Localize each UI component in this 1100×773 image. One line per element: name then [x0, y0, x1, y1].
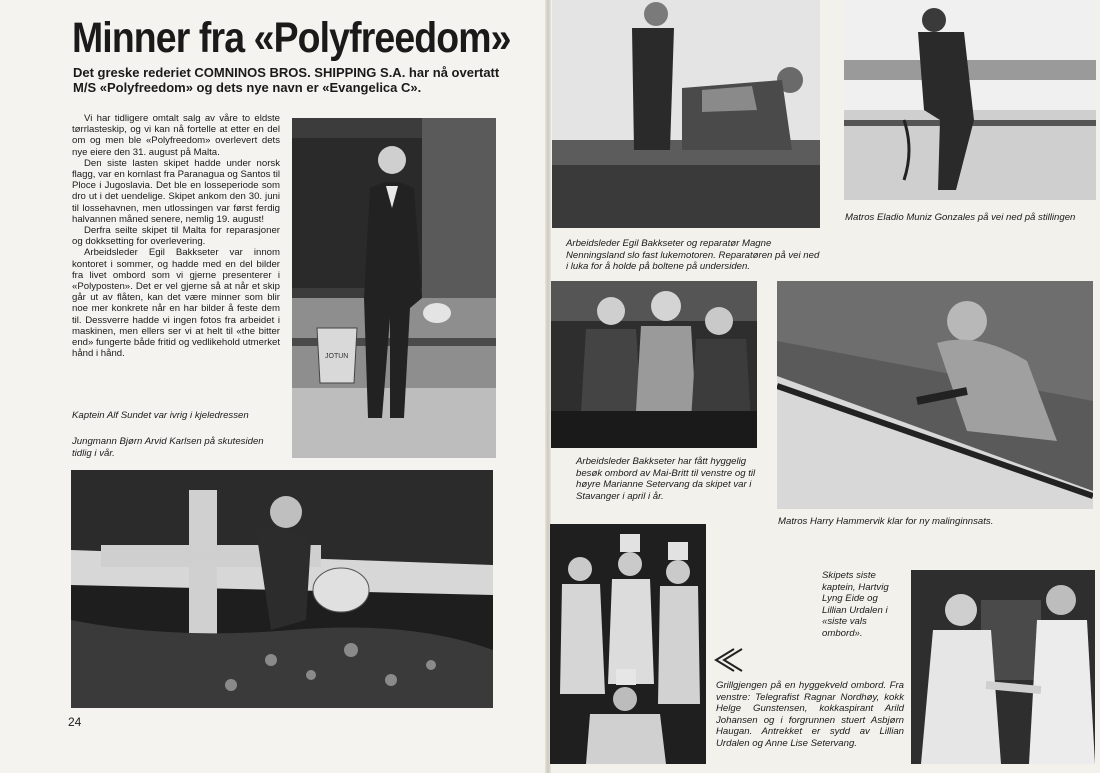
article-title: Minner fra «Polyfreedom» [72, 14, 511, 62]
article-body [72, 113, 280, 359]
photo-grillgjengen [550, 524, 706, 764]
article-intro: Det greske rederiet COMNINOS BROS. SHIPPING S.A. har nå overtatt M/S «Polyfreedom» og dets nye navn er «Evangelica C». [73, 65, 500, 95]
arrow-left-icon [712, 645, 746, 675]
photo-hammervik [777, 281, 1093, 509]
body-paragraph: Derfra seilte skipet til Malta for reparasjoner og dokksetting for overlevering. [72, 225, 280, 248]
photo-jungmann-skuteside [71, 470, 493, 708]
caption-siste-kaptein: Skipets siste kaptein, Hartvig Lyng Eide og Lillian Urdalen i «siste vals ombord». [822, 570, 889, 639]
page-number: 24 [68, 715, 82, 729]
photo-lukemotor [552, 0, 820, 228]
body-paragraph: Den siste lasten skipet hadde under norsk flagg, var en kornlast fra Paranagua og Santos til Ploce i Jugoslavia. Det ble en losseperiode som dro ut i det uendelige. Skipet ankom den 30. juni til lossehavnen, men utlossingen var først ferdig halvannen måned senere, nemlig 19. august! [72, 157, 280, 225]
caption-jungmann: Jungmann Bjørn Arvid Karlsen på skutesiden tidlig i vår. [72, 436, 264, 459]
caption-kaptein-kjeledress: Kaptein Alf Sundet var ivrig i kjeledressen [72, 410, 249, 421]
photo-siste-vals [911, 570, 1095, 764]
body-paragraph: Arbeidsleder Egil Bakkseter var innom kontoret i sommer, og hadde med en del bilder fra livet ombord som vi gjerne presenterer i «Polyposten». Det er vel gjerne så at når et skip går ut av flåten, kan det være minner som blir noe mer konkrete når en har bilder å feste dem til. Dessverre hadde vi ingen fotos fra arbeidet i maskinen, men ellers ser vi at helt til «the bitter end» fungerte både fritid og vedlikehold utmerket hånd i hånd. [72, 247, 280, 360]
photo-eladio-stillingen [844, 0, 1096, 200]
caption-hammervik: Matros Harry Hammervik klar for ny malinginnsats. [778, 516, 994, 527]
body-paragraph: Vi har tidligere omtalt salg av våre to eldste tørrlasteskip, og vi kan nå fortelle at etter en del om og men ble «Polyfreedom» overlevert dets nye eiere den 31. august på Malta. [72, 113, 280, 158]
photo-besok-ombord [551, 281, 757, 448]
caption-besok: Arbeidsleder Bakkseter har fått hyggelig besøk ombord av Mai-Britt til venstre og til høyre Marianne Setervang da skipet var i Stavanger i april i år. [576, 456, 756, 502]
bucket-label: JOTUN [325, 353, 349, 360]
caption-eladio: Matros Eladio Muniz Gonzales på vei ned på stillingen [845, 212, 1076, 223]
caption-lukemotor: Arbeidsleder Egil Bakkseter og reparatør Magne Nenningsland slo fast lukemotoren. Reparatøren på vei ned i luka for å holde på boltene på undersiden. [566, 238, 820, 272]
caption-grillgjengen: Grillgjengen på en hyggekveld ombord. Fra venstre: Telegrafist Ragnar Nordhøy, kokk Helge Gunstensen, kokkaspirant Arild Johansen og i forgrunnen stuert Asbjørn Haugan. Antrekket er sydd av Lillian Urdalen og Anne Lise Setervang. [716, 680, 904, 749]
photo-kaptein-kjeledress [292, 118, 496, 458]
